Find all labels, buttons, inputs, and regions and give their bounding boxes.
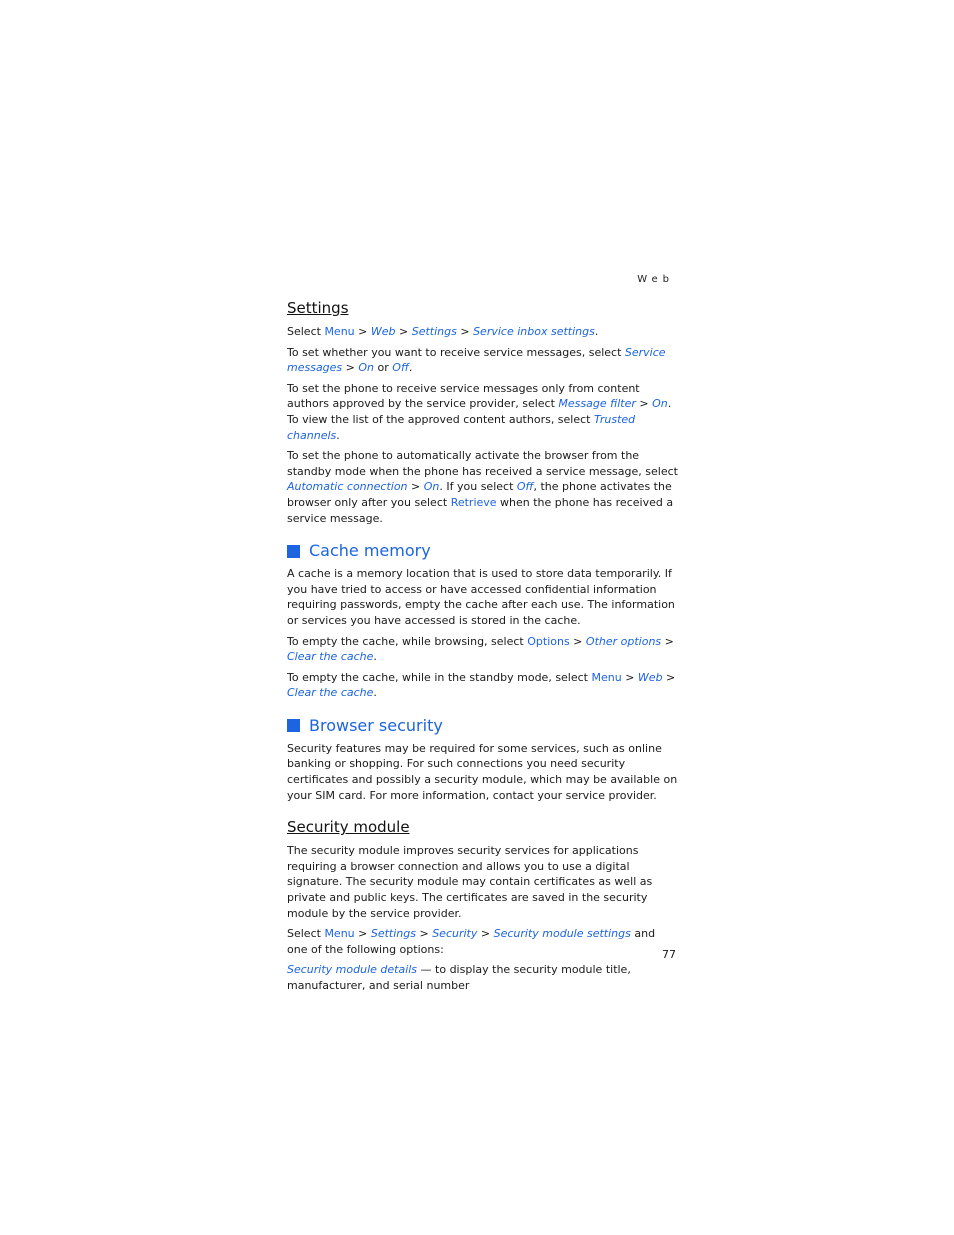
- web-ref: Web: [370, 325, 396, 338]
- security-module-details-paragraph: Security module details — to display the security module title, manufacturer, and serial number: [287, 963, 631, 992]
- browser-security-paragraph: Security features may be required for some services, such as online banking or shopping. For such connections you need security certificates and possibly a security module, which may be available on your SIM card. For more information, contact your service provider.: [287, 741, 678, 802]
- settings-path-paragraph: Select Menu > Web > Settings > Service inbox settings.: [287, 325, 599, 338]
- message-filter-paragraph: To set the phone to receive service messages only from content authors approved by the service provider, select Message filter > On. To view the list of the approved content authors, select Trusted channels.: [287, 381, 672, 442]
- service-inbox-settings-ref: Service inbox settings: [473, 325, 595, 338]
- security-module-path-paragraph: Select Menu > Settings > Security > Security module settings and one of the following options:: [287, 927, 656, 956]
- page-header: Web: [637, 274, 674, 285]
- menu-ref: Menu: [324, 325, 355, 338]
- page-number: 77: [662, 948, 676, 961]
- section-square-icon: [287, 545, 300, 558]
- page-content: [287, 298, 679, 999]
- browser-security-heading: Browser security: [287, 715, 679, 737]
- cache-browsing-paragraph: To empty the cache, while browsing, select Options > Other options > Clear the cache.: [287, 634, 674, 664]
- cache-intro-paragraph: A cache is a memory location that is used to store data temporarily. If you have tried to access or have accessed confidential information requiring passwords, empty the cache after each use. The information or services you have accessed is stored in the cache.: [287, 567, 675, 627]
- cache-standby-paragraph: To empty the cache, while in the standby mode, select Menu > Web > Clear the cache.: [287, 670, 676, 700]
- security-module-intro-paragraph: The security module improves security services for applications requiring a browser connection and allows you to use a digital signature. The security module may contain certificates as well as private and public keys. The certificates are saved in the security module by the service provider.: [287, 844, 653, 920]
- settings-heading: Settings: [287, 299, 349, 317]
- settings-ref: Settings: [411, 325, 457, 338]
- section-square-icon: [287, 719, 300, 732]
- security-module-heading: Security module: [287, 818, 410, 837]
- automatic-connection-paragraph: To set the phone to automatically activate the browser from the standby mode when the phone has received a service message, select Automatic connection > On. If you select Off, the phone activates the browser only after you select Retrieve when the phone has received a service message.: [287, 449, 678, 525]
- cache-memory-heading: Cache memory: [287, 540, 679, 562]
- service-messages-paragraph: To set whether you want to receive service messages, select Service messages > On or Off.: [287, 345, 666, 375]
